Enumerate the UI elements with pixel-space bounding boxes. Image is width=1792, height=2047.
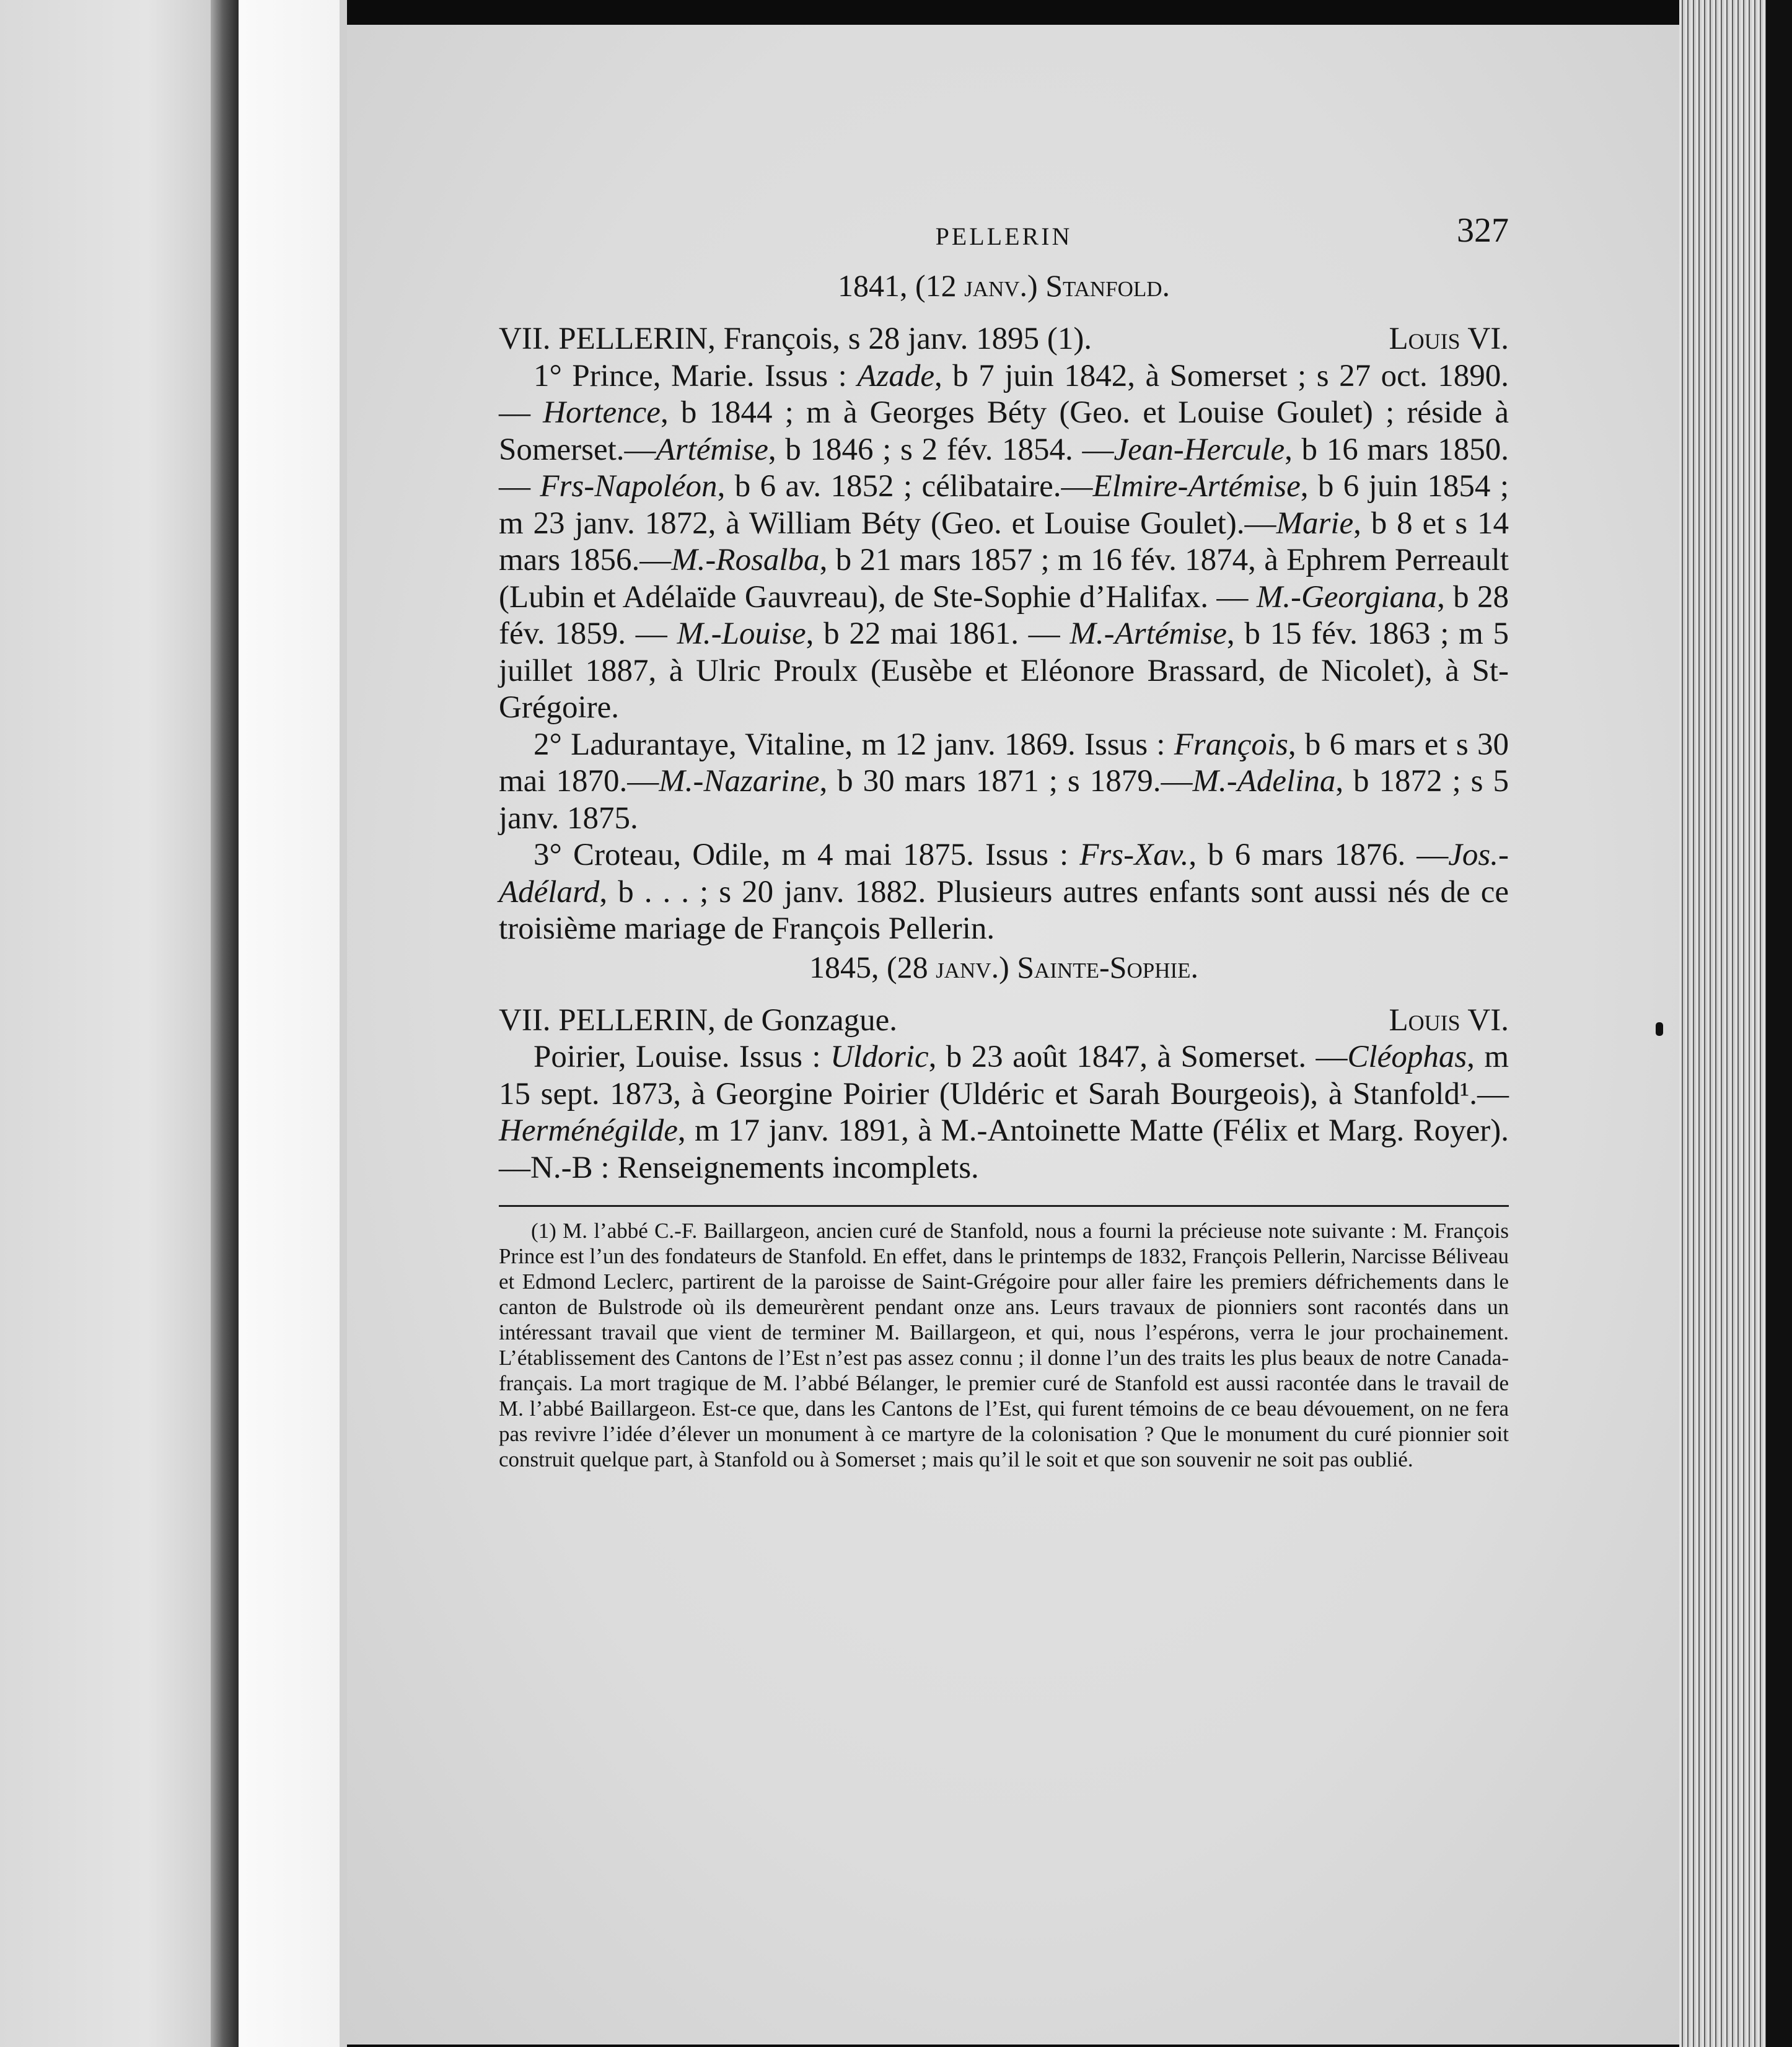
child-name: Marie [1276,506,1354,541]
entry-parent: Louis VI. [1389,322,1509,356]
child-name: Frs-Napoléon [540,469,718,504]
gutter-edge [340,0,347,2047]
entry-head-gonzague [499,1002,1509,1040]
text-run: , b 1844 ; m à Georges Béty (Geo. et Louise Goulet) ; réside à Somerset.— [499,395,1509,467]
paragraph-gonzague-marriage [499,1039,1509,1186]
text-run: , b 21 mars 1857 ; m 16 fév. 1874, à Ephrem Perreault (Lubin et Adélaïde Gauvreau), de Ste-Sophie d’Halifax. — [499,543,1509,615]
entry-head-francois [499,321,1509,358]
page-number: 327 [1457,211,1509,250]
text-run: , b 8 et s 14 mars 1856.— [499,506,1509,577]
child-name: Jos.-Adélard [499,838,1509,910]
text-run: , b 6 juin 1854 ; m 23 janv. 1872, à William Béty (Geo. et Louise Goulet).— [499,469,1509,541]
text-run: , b 6 av. 1852 ; célibataire.— [717,469,1093,504]
footnote: (1) M. l’abbé C.-F. Baillargeon, ancien curé de Stanfold, nous a fourni la précieuse note suivante : M. François Prince est l’un des fondateurs de Stanfold. En effet, dans le printemps de 1832, François Pellerin, Narcisse Béliveau et Edmond Leclerc, partirent de la paroisse de Saint-Grégoire pour aller faire les premiers défrichements dans le canton de Bulstrode où ils demeurèrent pendant onze ans. Leurs travaux de pionniers sont racontés dans un intéressant travail que vient de terminer M. Baillargeon, et qui, nous l’espérons, verra le jour prochainement. L’établissement des Cantons de l’Est n’est pas assez connu ; il donne l’un des traits les plus beaux de notre Canada-français. La mort tragique de M. l’abbé Bélanger, le premier curé de Stanfold est aussi racontée dans le travail de M. l’abbé Baillargeon. Est-ce que, dans les Cantons de l’Est, qui furent témoins de ce beau dévouement, on ne fera pas revivre l’idée d’élever un monument à ce martyre de la colonisation ? Que le monument du curé pionnier soit construit quelque part, à Stanfold ou à Somerset ; mais qu’il le soit et que son souvenir ne soit pas oublié. [499,1219,1509,1471]
child-name: M.-Nazarine [659,764,820,799]
text-run: , b 30 mars 1871 ; s 1879.— [819,764,1193,799]
text-run: , b 15 fév. 1863 ; m 5 juillet 1887, à Ulric Proulx (Eusèbe et Eléonore Brassard, de Nicolet), à St-Grégoire. [499,616,1509,725]
child-name: M.-Georgiana [1256,579,1438,615]
text-run: , b 6 mars et s 30 mai 1870.— [499,727,1509,799]
child-name: M.-Louise [677,616,806,651]
text-run: , b . . . ; s 20 janv. 1882. Plusieurs autres enfants sont aussi nés de ce troisième mariage de François Pellerin. [499,874,1509,946]
child-name: M.-Rosalba [671,543,820,577]
running-head [499,211,1509,266]
text-run: , m 15 sept. 1873, à Georgine Poirier (Uldéric et Sarah Bourgeois), à Stanfold¹.— [499,1040,1509,1111]
text-run: , b 28 fév. 1859. — [499,579,1509,651]
text-run: , b 7 juin 1842, à Somerset ; s 27 oct. 1890. — [499,358,1509,430]
child-name: Azade [857,358,934,393]
text-run: , b 6 mars 1876. — [1188,838,1449,872]
child-name: Artémise [656,432,768,467]
child-name: François [1174,727,1288,762]
paragraph-second-marriage [499,727,1509,838]
child-name: Frs-Xav. [1079,838,1189,872]
text-run: , b 23 août 1847, à Somerset. — [928,1040,1348,1074]
section-heading-1841: 1841, (12 janv.) Stanfold. [837,268,1171,303]
section-heading-1845: 1845, (28 janv.) Sainte-Sophie. [809,949,1199,984]
entry-name: VII. PELLERIN, de Gonzague. [499,1002,897,1038]
child-name: M.-Adelina [1192,764,1336,799]
scan-border [1766,0,1792,2047]
text-run: 2° Ladurantaye, Vitaline, m 12 janv. 1869. Issus : [534,727,1174,762]
facing-page [0,0,211,2047]
page-text [499,211,1509,1472]
paragraph-first-marriage [499,358,1509,727]
text-run: , b 1846 ; s 2 fév. 1854. — [768,432,1114,467]
footnote-rule [499,1205,1509,1207]
text-run: Poirier, Louise. Issus : [534,1040,830,1074]
child-name: Jean-Hercule [1113,432,1285,467]
text-run: 1° Prince, Marie. Issus : [534,358,858,393]
child-name: Uldoric [830,1040,929,1074]
text-run: , b 22 mai 1861. — [806,616,1070,651]
text-run: , m 17 janv. 1891, à M.-Antoinette Matte (Félix et Marg. Royer).—N.-B : Renseignements incomplets. [499,1113,1509,1185]
child-name: Hortence [543,395,661,430]
child-name: M.-Artémise [1069,616,1227,651]
child-name: Herménégilde [499,1113,678,1148]
paragraph-third-marriage [499,837,1509,948]
child-name: Cléophas [1347,1040,1467,1074]
spine-shadow [211,0,239,2047]
ink-mark [1656,1022,1663,1036]
running-title: PELLERIN [935,222,1073,250]
text-run: , b 16 mars 1850. — [499,432,1509,504]
entry-parent: Louis VI. [1389,1002,1509,1038]
text-run: , b 1872 ; s 5 janv. 1875. [499,764,1509,836]
text-run: 3° Croteau, Odile, m 4 mai 1875. Issus : [534,838,1080,872]
gutter [239,0,347,2047]
child-name: Elmire-Artémise [1092,469,1301,504]
entry-name: VII. PELLERIN, François, s 28 janv. 1895 (1). [499,322,1092,356]
